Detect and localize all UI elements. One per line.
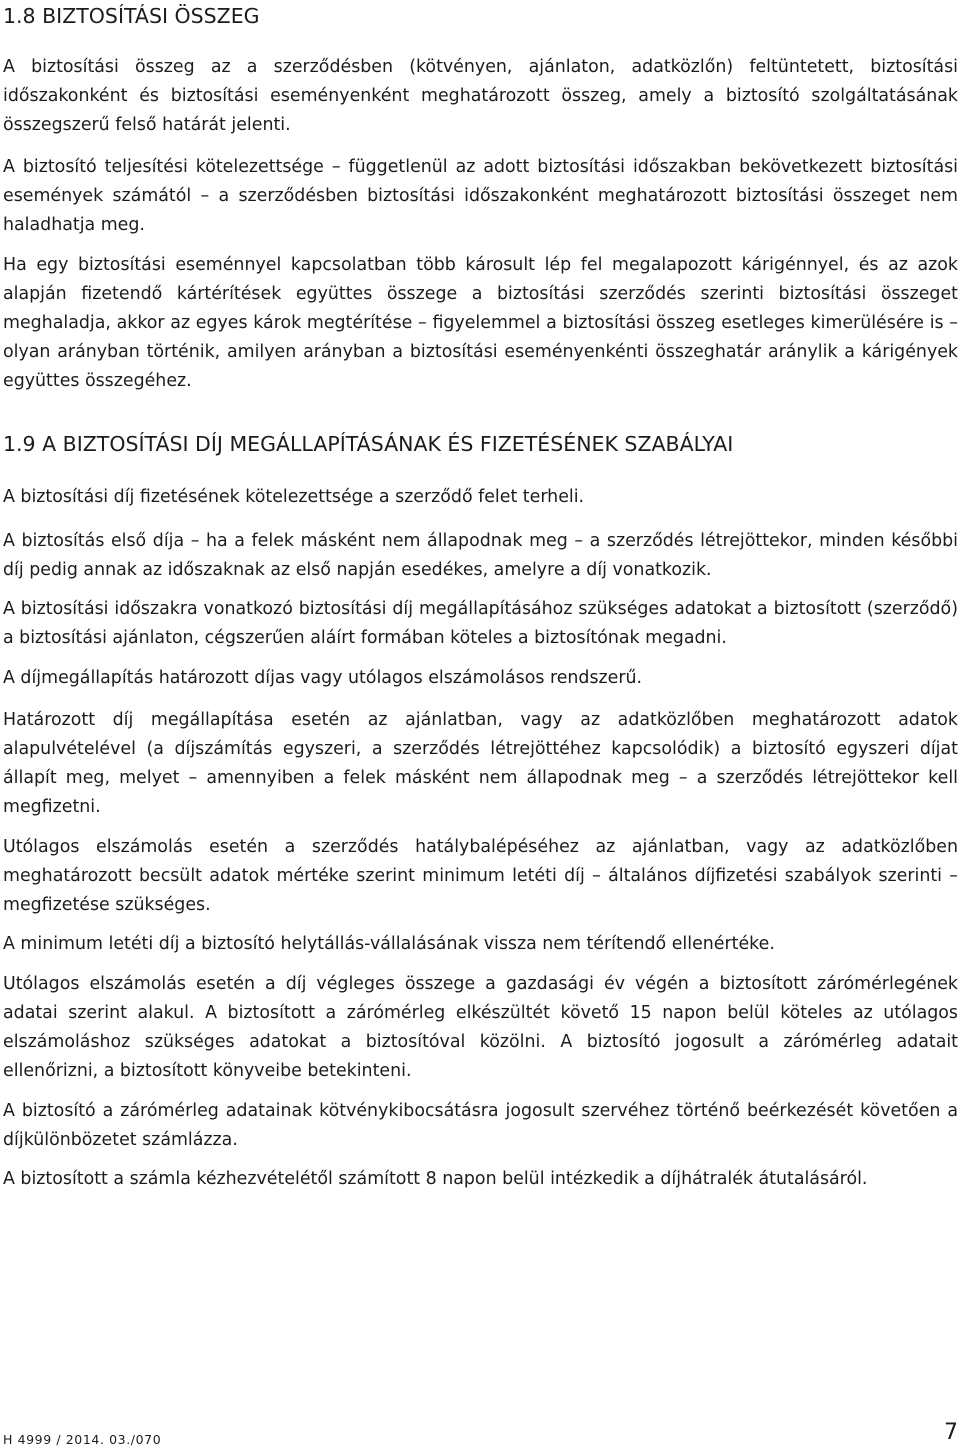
paragraph: A biztosítási díj fizetésének kötelezettsége a szerződő felet terheli. [3,487,585,507]
paragraph: Utólagos elszámolás esetén a szerződés hatálybalépéséhez az ajánlatban, vagy az adatközlőben meghatározott becsült adatok mértéke szerint minimum letéti díj – általános díjfizetési szabályok szerinti – megfizetése szükséges. [3,837,958,915]
section-heading-dij-szabalyai: 1.9 A BIZTOSÍTÁSI DÍJ MEGÁLLAPÍTÁSÁNAK ÉS FIZETÉSÉNEK SZABÁLYAI [3,432,734,456]
paragraph: A biztosítási összeg az a szerződésben (kötvényen, ajánlaton, adatközlőn) feltüntetett, biztosítási időszakonként és biztosítási eseményenként meghatározott összeg, amely a biztosító szolgáltatásának összegszerű felső határát jelenti. [3,57,958,135]
paragraph: Utólagos elszámolás esetén a díj végleges összege a gazdasági év végén a biztosított zárómérlegének adatai szerint alakul. A biztosított a zárómérleg elkészültét követő 15 napon belül köteles az utólagos elszámoláshoz szükséges adatokat a biztosítóval közölni. A biztosító jogosult a zárómérleg adatait ellenőrizni, a biztosított könyveibe betekinteni. [3,974,958,1081]
paragraph: A biztosítási időszakra vonatkozó biztosítási díj megállapításához szükséges adatokat a biztosított (szerződő) a biztosítási ajánlaton, cégszerűen aláírt formában köteles a biztosítónak megadni. [3,599,958,648]
paragraph: Határozott díj megállapítása esetén az ajánlatban, vagy az adatközlőben meghatározott adatok alapulvételével (a díjszámítás egyszeri, a szerződés létrejöttéhez kapcsolódik) a biztosító egyszeri díjat állapít meg, melyet – amennyiben a felek másként nem állapodnak meg – a szerződés létrejöttekor kell megfizetni. [3,710,958,817]
section-heading-biztositasi-osszeg: 1.8 BIZTOSÍTÁSI ÖSSZEG [3,4,260,28]
page-number: 7 [944,1420,958,1445]
paragraph: A biztosítás első díja – ha a felek másként nem állapodnak meg – a szerződés létrejöttekor, minden későbbi díj pedig annak az időszaknak az első napján esedékes, amelyre a díj vonatkozik. [3,531,958,580]
paragraph: A biztosított a számla kézhezvételétől számított 8 napon belül intézkedik a díjhátralék átutalásáról. [3,1169,868,1189]
paragraph: A díjmegállapítás határozott díjas vagy utólagos elszámolásos rendszerű. [3,668,643,688]
paragraph: Ha egy biztosítási eseménnyel kapcsolatban több károsult lép fel megalapozott kárigénnyel, és az azok alapján fizetendő kártérítések együttes összege a biztosítási szerződés szerinti biztosítási összeget meghaladja, akkor az egyes károk megtérítése – figyelemmel a biztosítási összeg esetleges kimerülésére is – olyan arányban történik, amilyen arányban a biztosítási eseményenkénti összeghatár aránylik a kárigények együttes összegéhez. [3,255,958,391]
page-footer [3,1420,958,1448]
document-code: H 4999 / 2014. 03./070 [3,1432,162,1447]
paragraph: A biztosító a zárómérleg adatainak kötvénykibocsátásra jogosult szervéhez történő beérkezését követően a díjkülönbözetet számlázza. [3,1101,958,1150]
paragraph: A biztosító teljesítési kötelezettsége – függetlenül az adott biztosítási időszakban bekövetkezett biztosítási események számától – a szerződésben biztosítási időszakonként meghatározott biztosítási összeget nem haladhatja meg. [3,157,958,235]
paragraph: A minimum letéti díj a biztosító helytállás-vállalásának vissza nem térítendő ellenértéke. [3,934,775,954]
